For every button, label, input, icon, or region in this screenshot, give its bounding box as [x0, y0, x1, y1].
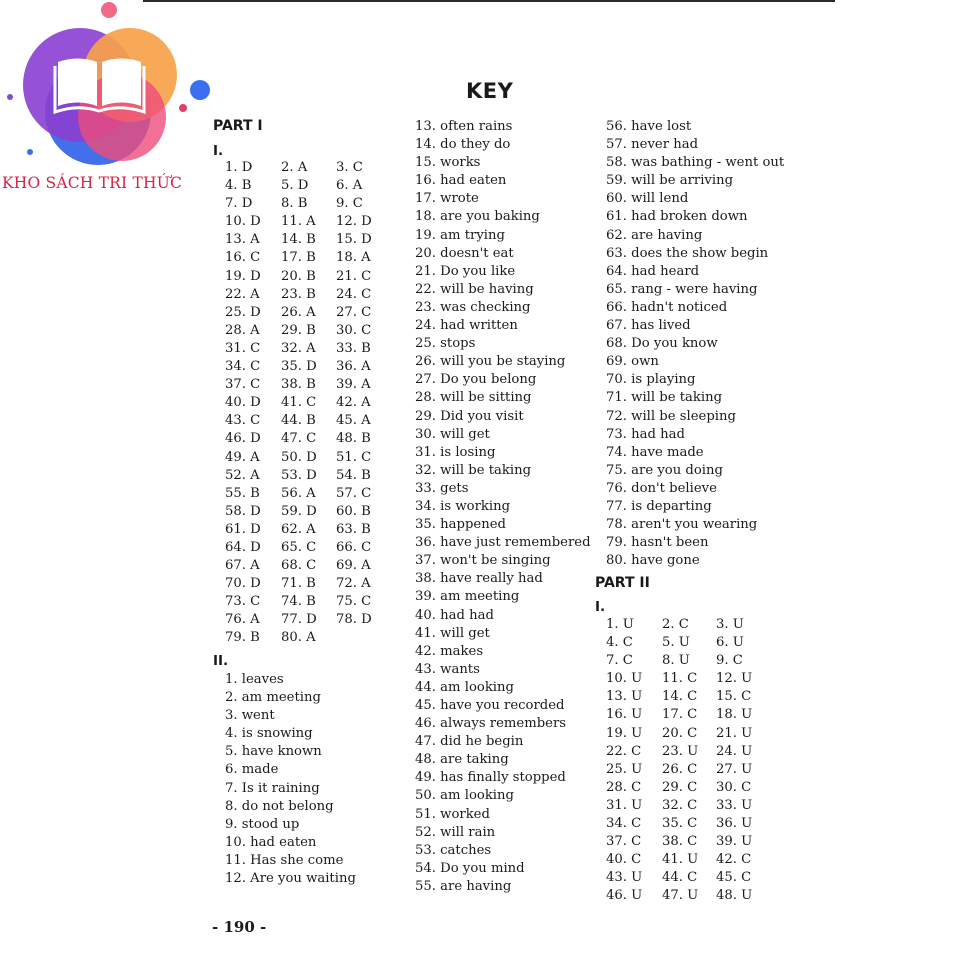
- answer-item: 6. U: [716, 635, 744, 651]
- answer-item: 60. will lend: [606, 191, 689, 207]
- answer-item: 55. are having: [415, 878, 512, 894]
- answer-item: 69. own: [606, 354, 659, 370]
- answer-item: 78. D: [336, 612, 372, 628]
- answer-item: 5. U: [662, 635, 690, 651]
- answer-item: 50. am looking: [415, 788, 514, 804]
- answer-item: 2. am meeting: [225, 690, 321, 706]
- answer-item: 14. do they do: [415, 137, 511, 153]
- answer-item: 10. D: [225, 214, 261, 230]
- answer-item: 10. had eaten: [225, 834, 317, 850]
- brand-name: KHO SÁCH TRI THỨC: [2, 174, 183, 192]
- answer-item: 41. U: [662, 852, 699, 868]
- answer-item: 11. A: [281, 214, 316, 230]
- answer-item: 34. C: [225, 359, 261, 375]
- answer-item: 28. A: [225, 322, 260, 338]
- answer-item: 64. D: [225, 539, 261, 555]
- answer-item: 21. C: [336, 268, 372, 284]
- answer-item: 42. C: [716, 852, 752, 868]
- answer-item: 40. D: [225, 395, 261, 411]
- answer-item: 7. Is it raining: [225, 780, 320, 796]
- answer-item: 79. B: [225, 630, 260, 646]
- answer-item: 8. U: [662, 653, 690, 669]
- answer-item: 16. U: [606, 707, 643, 723]
- answer-item: 45. A: [336, 413, 371, 429]
- answer-item: 37. C: [606, 834, 642, 850]
- answer-item: 46. D: [225, 431, 261, 447]
- answer-item: 70. is playing: [606, 372, 696, 388]
- answer-item: 39. A: [336, 377, 371, 393]
- answer-item: 70. D: [225, 576, 261, 592]
- answer-item: 43. wants: [415, 661, 480, 677]
- answer-item: 26. will you be staying: [415, 354, 566, 370]
- answer-item: 39. U: [716, 834, 753, 850]
- answer-item: 3. went: [225, 708, 275, 724]
- answer-item: 22. will be having: [415, 281, 534, 297]
- answer-item: 36. U: [716, 816, 753, 832]
- top-rule: [143, 0, 835, 2]
- answer-item: 47. C: [281, 431, 317, 447]
- answer-item: 21. Do you like: [415, 263, 516, 279]
- answer-item: 49. A: [225, 449, 260, 465]
- answer-item: 67. A: [225, 558, 260, 574]
- answer-item: 27. Do you belong: [415, 372, 537, 388]
- answer-item: 38. C: [662, 834, 698, 850]
- answer-item: 73. had had: [606, 426, 685, 442]
- answer-item: 44. C: [662, 870, 698, 886]
- answer-item: 5. D: [281, 178, 309, 194]
- answer-item: 7. D: [225, 196, 253, 212]
- answer-item: 50. D: [281, 449, 317, 465]
- answer-item: 10. U: [606, 671, 643, 687]
- answer-item: 6. A: [336, 178, 363, 194]
- answer-item: 79. hasn't been: [606, 535, 709, 551]
- answer-item: 65. C: [281, 539, 317, 555]
- answer-item: 31. C: [225, 340, 261, 356]
- answer-item: 54. B: [336, 467, 371, 483]
- answer-item: 27. C: [336, 304, 372, 320]
- answer-item: 66. C: [336, 539, 372, 555]
- answer-item: 66. hadn't noticed: [606, 299, 728, 315]
- answer-item: 63. B: [336, 521, 371, 537]
- answer-item: 9. stood up: [225, 816, 300, 832]
- brand-logo: [0, 0, 230, 200]
- answer-item: 13. often rains: [415, 119, 513, 134]
- part1-sec1-answer-grid: [225, 159, 391, 648]
- answer-item: 44. B: [281, 413, 316, 429]
- answer-item: 15. D: [336, 232, 372, 248]
- answer-item: 35. C: [662, 816, 698, 832]
- part1-sec2-column-3: [606, 118, 784, 570]
- answer-item: 38. have really had: [415, 571, 543, 587]
- answer-item: 74. have made: [606, 444, 704, 460]
- answer-item: 34. is working: [415, 498, 511, 514]
- answer-item: 63. does the show begin: [606, 245, 769, 261]
- answer-item: 30. C: [716, 779, 752, 795]
- answer-item: 36. A: [336, 359, 371, 375]
- answer-item: 26. A: [281, 304, 316, 320]
- answer-item: 33. B: [336, 340, 371, 356]
- answer-item: 58. was bathing - went out: [606, 155, 785, 171]
- answer-item: 46. U: [606, 888, 643, 904]
- answer-item: 45. C: [716, 870, 752, 886]
- answer-item: 48. are taking: [415, 752, 509, 768]
- answer-item: 76. don't believe: [606, 480, 717, 496]
- answer-item: 17. C: [662, 707, 698, 723]
- part1-sec2-column-1: [225, 671, 356, 888]
- answer-item: 51. worked: [415, 806, 490, 822]
- answer-item: 22. C: [606, 743, 642, 759]
- answer-item: 28. will be sitting: [415, 390, 532, 406]
- answer-item: 23. B: [281, 286, 316, 302]
- answer-item: 54. Do you mind: [415, 860, 525, 876]
- answer-item: 20. C: [662, 725, 698, 741]
- answer-item: 8. do not belong: [225, 798, 334, 814]
- part1-sec1-heading: I.: [213, 143, 224, 159]
- answer-item: 57. never had: [606, 137, 699, 153]
- answer-item: 46. always remembers: [415, 716, 567, 732]
- answer-item: 17. wrote: [415, 191, 479, 207]
- answer-item: 11. C: [662, 671, 698, 687]
- answer-item: 73. C: [225, 594, 261, 610]
- part1-sec2-heading: II.: [213, 653, 229, 669]
- answer-item: 77. is departing: [606, 498, 712, 514]
- answer-item: 71. B: [281, 576, 316, 592]
- answer-item: 68. C: [281, 558, 317, 574]
- answer-item: 58. D: [225, 503, 261, 519]
- answer-item: 43. U: [606, 870, 643, 886]
- answer-item: 31. U: [606, 797, 643, 813]
- answer-item: 12. Are you waiting: [225, 871, 356, 887]
- answer-item: 26. C: [662, 761, 698, 777]
- answer-item: 40. C: [606, 852, 642, 868]
- part1-sec2-column-2: [415, 118, 591, 896]
- answer-item: 11. Has she come: [225, 852, 344, 868]
- answer-item: 4. C: [606, 635, 633, 651]
- answer-item: 9. C: [716, 653, 743, 669]
- answer-item: 64. had heard: [606, 263, 700, 279]
- answer-item: 22. A: [225, 286, 260, 302]
- answer-item: 2. A: [281, 160, 308, 175]
- answer-item: 45. have you recorded: [415, 698, 565, 713]
- answer-item: 55. B: [225, 485, 260, 501]
- answer-item: 25. stops: [415, 336, 476, 352]
- answer-item: 19. D: [225, 268, 261, 284]
- answer-item: 16. had eaten: [415, 173, 507, 189]
- answer-item: 16. C: [225, 250, 261, 266]
- answer-item: 36. have just remembered: [415, 535, 591, 551]
- answer-item: 33. gets: [415, 480, 469, 496]
- answer-item: 27. U: [716, 761, 753, 777]
- answer-item: 5. have known: [225, 744, 322, 760]
- answer-item: 9. C: [336, 196, 363, 212]
- answer-item: 78. aren't you wearing: [606, 517, 758, 533]
- answer-item: 32. C: [662, 797, 698, 813]
- answer-item: 2. C: [662, 617, 689, 632]
- answer-item: 53. D: [281, 467, 317, 483]
- answer-item: 3. U: [716, 617, 744, 632]
- answer-item: 13. U: [606, 689, 643, 705]
- answer-item: 35. D: [281, 359, 317, 375]
- answer-item: 1. leaves: [225, 672, 284, 687]
- answer-item: 14. B: [281, 232, 316, 248]
- answer-item: 41. C: [281, 395, 317, 411]
- answer-item: 43. C: [225, 413, 261, 429]
- answer-item: 17. B: [281, 250, 316, 266]
- answer-item: 49. has finally stopped: [415, 770, 566, 786]
- answer-item: 42. A: [336, 395, 371, 411]
- answer-item: 39. am meeting: [415, 589, 520, 605]
- answer-item: 23. was checking: [415, 299, 531, 315]
- answer-item: 75. C: [336, 594, 372, 610]
- answer-item: 38. B: [281, 377, 316, 393]
- answer-item: 60. B: [336, 503, 371, 519]
- answer-item: 61. had broken down: [606, 209, 748, 225]
- answer-item: 21. U: [716, 725, 753, 741]
- answer-item: 32. A: [281, 340, 316, 356]
- answer-item: 62. A: [281, 521, 316, 537]
- answer-item: 4. is snowing: [225, 726, 313, 742]
- page-number: - 190 -: [212, 918, 267, 936]
- answer-item: 69. A: [336, 558, 371, 574]
- answer-item: 59. will be arriving: [606, 173, 734, 189]
- answer-item: 67. has lived: [606, 318, 691, 334]
- answer-item: 56. have lost: [606, 119, 692, 134]
- part2-sec1-heading: I.: [595, 599, 606, 615]
- answer-item: 18. A: [336, 250, 371, 266]
- answer-item: 15. C: [716, 689, 752, 705]
- answer-item: 7. C: [606, 653, 633, 669]
- answer-item: 52. A: [225, 467, 260, 483]
- part2-heading: PART II: [595, 575, 650, 591]
- answer-item: 8. B: [281, 196, 308, 212]
- answer-item: 61. D: [225, 521, 261, 537]
- answer-item: 35. happened: [415, 517, 506, 533]
- answer-item: 18. U: [716, 707, 753, 723]
- answer-item: 65. rang - were having: [606, 281, 758, 297]
- answer-item: 20. doesn't eat: [415, 245, 514, 261]
- answer-item: 18. are you baking: [415, 209, 540, 225]
- answer-item: 62. are having: [606, 227, 703, 243]
- answer-item: 15. works: [415, 155, 481, 171]
- answer-item: 37. won't be singing: [415, 553, 551, 569]
- answer-item: 19. am trying: [415, 227, 505, 243]
- answer-item: 51. C: [336, 449, 372, 465]
- answer-item: 33. U: [716, 797, 753, 813]
- answer-item: 1. U: [606, 617, 634, 632]
- answer-item: 42. makes: [415, 643, 484, 659]
- answer-item: 53. catches: [415, 842, 492, 858]
- answer-item: 48. B: [336, 431, 371, 447]
- answer-item: 52. will rain: [415, 824, 496, 840]
- answer-item: 20. B: [281, 268, 316, 284]
- answer-item: 4. B: [225, 178, 252, 194]
- answer-item: 80. A: [281, 630, 316, 646]
- answer-item: 72. A: [336, 576, 371, 592]
- answer-item: 14. C: [662, 689, 698, 705]
- answer-item: 57. C: [336, 485, 372, 501]
- answer-item: 29. B: [281, 322, 316, 338]
- part2-sec1-answer-grid: [606, 616, 770, 906]
- answer-item: 48. U: [716, 888, 753, 904]
- answer-item: 40. had had: [415, 607, 494, 623]
- answer-item: 24. U: [716, 743, 753, 759]
- answer-item: 59. D: [281, 503, 317, 519]
- answer-item: 80. have gone: [606, 553, 700, 569]
- answer-item: 25. U: [606, 761, 643, 777]
- answer-item: 24. C: [336, 286, 372, 302]
- answer-item: 23. U: [662, 743, 699, 759]
- answer-item: 68. Do you know: [606, 336, 718, 352]
- answer-item: 29. C: [662, 779, 698, 795]
- answer-item: 34. C: [606, 816, 642, 832]
- answer-item: 47. did he begin: [415, 734, 524, 750]
- answer-item: 75. are you doing: [606, 462, 723, 478]
- answer-item: 12. D: [336, 214, 372, 230]
- part1-heading: PART I: [213, 118, 263, 134]
- answer-item: 56. A: [281, 485, 316, 501]
- answer-item: 37. C: [225, 377, 261, 393]
- answer-item: 30. C: [336, 322, 372, 338]
- answer-item: 74. B: [281, 594, 316, 610]
- answer-item: 31. is losing: [415, 444, 496, 460]
- answer-item: 30. will get: [415, 426, 490, 442]
- answer-item: 1. D: [225, 160, 253, 175]
- answer-item: 13. A: [225, 232, 260, 248]
- answer-item: 3. C: [336, 160, 363, 175]
- answer-item: 47. U: [662, 888, 699, 904]
- answer-item: 44. am looking: [415, 679, 514, 695]
- answer-item: 76. A: [225, 612, 260, 628]
- answer-item: 29. Did you visit: [415, 408, 524, 424]
- answer-item: 24. had written: [415, 318, 518, 334]
- answer-item: 71. will be taking: [606, 390, 723, 406]
- answer-item: 77. D: [281, 612, 317, 628]
- answer-item: 41. will get: [415, 625, 490, 641]
- answer-item: 28. C: [606, 779, 642, 795]
- answer-item: 19. U: [606, 725, 643, 741]
- answer-item: 6. made: [225, 762, 279, 778]
- answer-item: 25. D: [225, 304, 261, 320]
- answer-item: 12. U: [716, 671, 753, 687]
- answer-item: 32. will be taking: [415, 462, 532, 478]
- page-title: KEY: [466, 79, 514, 103]
- book-logo-icon: [0, 0, 230, 175]
- answer-item: 72. will be sleeping: [606, 408, 736, 424]
